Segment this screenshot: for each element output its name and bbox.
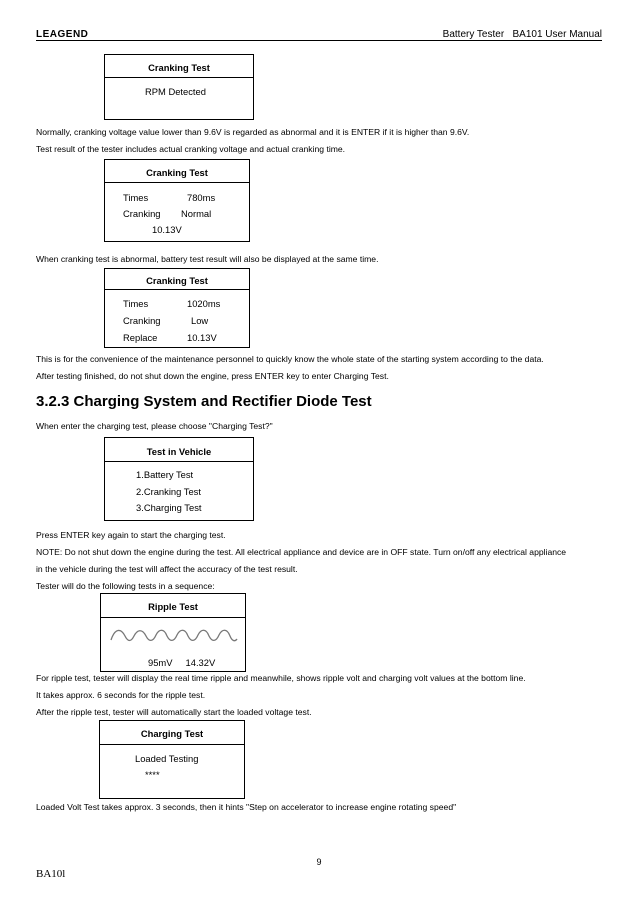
screen-charging-test (99, 720, 245, 799)
screen-cranking-rpm (104, 54, 254, 120)
screen-title-divider (101, 617, 245, 618)
screen-title-divider (100, 744, 244, 745)
screen-label: Cranking (123, 208, 161, 219)
menu-item-charging-test: 3.Charging Test (136, 502, 202, 513)
page-number: 9 (316, 857, 322, 867)
header-divider (36, 40, 602, 41)
paragraph: For ripple test, tester will display the real time ripple and meanwhile, shows ripple volt and charging volt values at the bottom line. (36, 673, 526, 683)
screen-value: 10.13V (152, 224, 182, 235)
screen-value: 1020ms (187, 298, 221, 309)
screen-cranking-normal (104, 159, 250, 242)
paragraph: Test result of the tester includes actual cranking voltage and actual cranking time. (36, 144, 346, 154)
paragraph: When cranking test is abnormal, battery test result will also be displayed at the same time. (36, 254, 379, 264)
screen-label: Times (123, 192, 149, 203)
screen-title-divider (105, 289, 249, 290)
screen-line: Loaded Testing (135, 753, 199, 764)
paragraph: Tester will do the following tests in a sequence: (36, 581, 215, 591)
paragraph: This is for the convenience of the maintenance personnel to quickly know the whole state of the starting system according to the data. (36, 354, 544, 364)
screen-label: Replace (123, 332, 158, 343)
screen-value: Normal (181, 208, 212, 219)
screen-cranking-low (104, 268, 250, 348)
paragraph: After testing finished, do not shut down the engine, press ENTER key to enter Charging Test. (36, 371, 389, 381)
screen-line: RPM Detected (145, 86, 206, 97)
paragraph: NOTE: Do not shut down the engine during the test. All electrical appliance and device are in OFF state. Turn on/off any electrical appliance (36, 547, 567, 557)
menu-item-battery-test: 1.Battery Test (136, 469, 194, 480)
paragraph: in the vehicle during the test will affect the accuracy of the test result. (36, 564, 298, 574)
paragraph: It takes approx. 6 seconds for the ripple test. (36, 690, 206, 700)
screen-value: 10.13V (187, 332, 217, 343)
brand-name: LEAGEND (36, 29, 89, 40)
document-id: BA10l (36, 868, 66, 880)
screen-label: Cranking (123, 315, 161, 326)
screen-test-in-vehicle (104, 437, 254, 521)
screen-ripple-test (100, 593, 246, 672)
screen-title: Ripple Test (148, 601, 198, 612)
paragraph: After the ripple test, tester will automatically start the loaded voltage test. (36, 707, 312, 717)
screen-title: Cranking Test (146, 167, 208, 178)
screen-title-divider (105, 182, 249, 183)
paragraph: Loaded Volt Test takes approx. 3 seconds, then it hints "Step on accelerator to increase engine rotating speed" (36, 802, 457, 812)
paragraph: When enter the charging test, please choose "Charging Test?" (36, 421, 273, 431)
manual-title: Battery Tester BA101 User Manual (442, 29, 602, 40)
ripple-waveform (109, 626, 241, 644)
screen-title-divider (105, 461, 253, 462)
screen-progress-dots: **** (145, 769, 160, 780)
screen-title: Cranking Test (148, 62, 210, 73)
screen-value: Low (191, 315, 209, 326)
screen-title: Test in Vehicle (146, 446, 212, 457)
section-heading: 3.2.3 Charging System and Rectifier Diode Test (36, 393, 372, 410)
ripple-values: 95mV 14.32V (148, 657, 216, 668)
screen-label: Times (123, 298, 149, 309)
screen-title: Charging Test (140, 728, 204, 739)
screen-title-divider (105, 77, 253, 78)
menu-item-cranking-test: 2.Cranking Test (136, 486, 201, 497)
screen-value: 780ms (187, 192, 216, 203)
paragraph: Press ENTER key again to start the charging test. (36, 530, 226, 540)
screen-title: Cranking Test (146, 275, 208, 286)
paragraph: Normally, cranking voltage value lower than 9.6V is regarded as abnormal and it is ENTER if it is higher than 9.6V. (36, 127, 470, 137)
